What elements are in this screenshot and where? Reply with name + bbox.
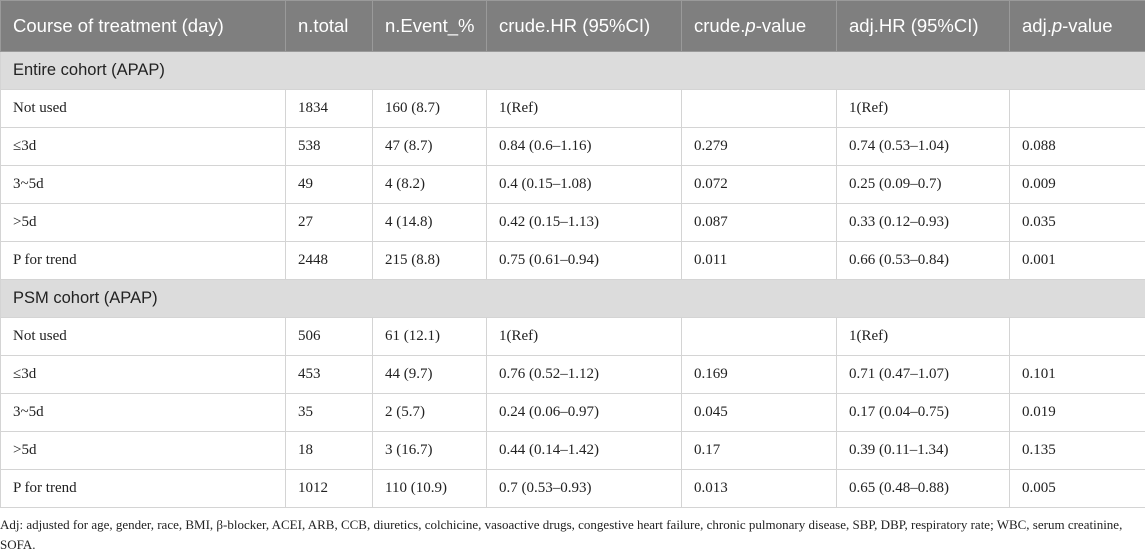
- cell-n-total: 2448: [286, 242, 373, 280]
- cell-n-event: 215 (8.8): [373, 242, 487, 280]
- cell-crude-p: 0.087: [682, 204, 837, 242]
- cell-crude-p: [682, 90, 837, 128]
- cell-n-total: 18: [286, 432, 373, 470]
- cell-adj-hr: 0.39 (0.11–1.34): [837, 432, 1010, 470]
- cell-course: ≤3d: [1, 356, 286, 394]
- cell-course: Not used: [1, 90, 286, 128]
- table-row: [1, 166, 1145, 204]
- cell-adj-p: 0.101: [1010, 356, 1145, 394]
- cell-adj-p: 0.088: [1010, 128, 1145, 166]
- cell-crude-hr: 0.24 (0.06–0.97): [487, 394, 682, 432]
- cell-n-event: 4 (14.8): [373, 204, 487, 242]
- cell-n-total: 453: [286, 356, 373, 394]
- cell-adj-p: 0.005: [1010, 470, 1145, 508]
- cell-crude-p: [682, 318, 837, 356]
- cell-n-event: 61 (12.1): [373, 318, 487, 356]
- cell-n-event: 110 (10.9): [373, 470, 487, 508]
- cell-course: P for trend: [1, 242, 286, 280]
- cell-adj-p: 0.001: [1010, 242, 1145, 280]
- cell-n-event: 47 (8.7): [373, 128, 487, 166]
- cell-course: ≤3d: [1, 128, 286, 166]
- cell-n-total: 49: [286, 166, 373, 204]
- table-footnote: Adj: adjusted for age, gender, race, BMI, β-blocker, ACEI, ARB, CCB, diuretics, colchicine, vasoactive drugs, congestive heart failure, chronic pulmonary disease, SBP, DBP, respiratory rate; WBC, serum creatinine, SOFA.: [0, 517, 1123, 552]
- table-row: [1, 470, 1145, 508]
- cell-adj-p: 0.035: [1010, 204, 1145, 242]
- cell-n-event: 4 (8.2): [373, 166, 487, 204]
- col-n-event: n.Event_%: [373, 1, 487, 52]
- cell-crude-hr: 1(Ref): [487, 318, 682, 356]
- table-row: [1, 394, 1145, 432]
- cell-n-total: 506: [286, 318, 373, 356]
- cell-crude-p: 0.072: [682, 166, 837, 204]
- table-row: [1, 242, 1145, 280]
- cell-crude-p: 0.013: [682, 470, 837, 508]
- cell-crude-p: 0.011: [682, 242, 837, 280]
- cell-n-total: 538: [286, 128, 373, 166]
- cell-crude-hr: 0.42 (0.15–1.13): [487, 204, 682, 242]
- table-row: [1, 432, 1145, 470]
- cell-adj-p: 0.019: [1010, 394, 1145, 432]
- cell-course: >5d: [1, 432, 286, 470]
- cell-adj-p: [1010, 318, 1145, 356]
- cell-crude-hr: 0.84 (0.6–1.16): [487, 128, 682, 166]
- cell-adj-p: 0.135: [1010, 432, 1145, 470]
- cell-adj-hr: 0.66 (0.53–0.84): [837, 242, 1010, 280]
- col-adj-hr: adj.HR (95%CI): [837, 1, 1010, 52]
- cell-crude-hr: 0.76 (0.52–1.12): [487, 356, 682, 394]
- col-adj-p: adj.p-value: [1010, 1, 1145, 52]
- cell-adj-hr: 0.17 (0.04–0.75): [837, 394, 1010, 432]
- table-row: [1, 204, 1145, 242]
- cell-crude-hr: 0.44 (0.14–1.42): [487, 432, 682, 470]
- cell-crude-hr: 0.75 (0.61–0.94): [487, 242, 682, 280]
- cell-course: Not used: [1, 318, 286, 356]
- cell-crude-p: 0.045: [682, 394, 837, 432]
- cell-adj-hr: 0.33 (0.12–0.93): [837, 204, 1010, 242]
- header-row: [1, 1, 1145, 52]
- cell-adj-hr: 0.25 (0.09–0.7): [837, 166, 1010, 204]
- cell-crude-hr: 1(Ref): [487, 90, 682, 128]
- section-title: PSM cohort (APAP): [1, 280, 1145, 318]
- col-n-total: n.total: [286, 1, 373, 52]
- table-row: [1, 128, 1145, 166]
- cell-n-total: 27: [286, 204, 373, 242]
- col-course: Course of treatment (day): [1, 1, 286, 52]
- table-row: [1, 90, 1145, 128]
- col-crude-p: crude.p-value: [682, 1, 837, 52]
- cell-adj-hr: 0.71 (0.47–1.07): [837, 356, 1010, 394]
- cell-n-event: 160 (8.7): [373, 90, 487, 128]
- cell-crude-hr: 0.7 (0.53–0.93): [487, 470, 682, 508]
- section-row-entire: [1, 52, 1145, 90]
- cell-adj-hr: 0.65 (0.48–0.88): [837, 470, 1010, 508]
- cell-n-total: 1834: [286, 90, 373, 128]
- table-row: [1, 356, 1145, 394]
- cell-n-event: 44 (9.7): [373, 356, 487, 394]
- cell-adj-p: [1010, 90, 1145, 128]
- cell-crude-hr: 0.4 (0.15–1.08): [487, 166, 682, 204]
- cell-n-total: 35: [286, 394, 373, 432]
- cell-course: P for trend: [1, 470, 286, 508]
- cell-adj-hr: 0.74 (0.53–1.04): [837, 128, 1010, 166]
- cell-course: 3~5d: [1, 166, 286, 204]
- section-row-psm: [1, 280, 1145, 318]
- cell-course: >5d: [1, 204, 286, 242]
- cell-crude-p: 0.17: [682, 432, 837, 470]
- cell-course: 3~5d: [1, 394, 286, 432]
- table-row: [1, 318, 1145, 356]
- cell-n-event: 2 (5.7): [373, 394, 487, 432]
- cell-n-total: 1012: [286, 470, 373, 508]
- section-title: Entire cohort (APAP): [1, 52, 1145, 90]
- cell-adj-hr: 1(Ref): [837, 318, 1010, 356]
- cell-crude-p: 0.279: [682, 128, 837, 166]
- cell-n-event: 3 (16.7): [373, 432, 487, 470]
- cell-adj-hr: 1(Ref): [837, 90, 1010, 128]
- col-crude-hr: crude.HR (95%CI): [487, 1, 682, 52]
- cell-crude-p: 0.169: [682, 356, 837, 394]
- cell-adj-p: 0.009: [1010, 166, 1145, 204]
